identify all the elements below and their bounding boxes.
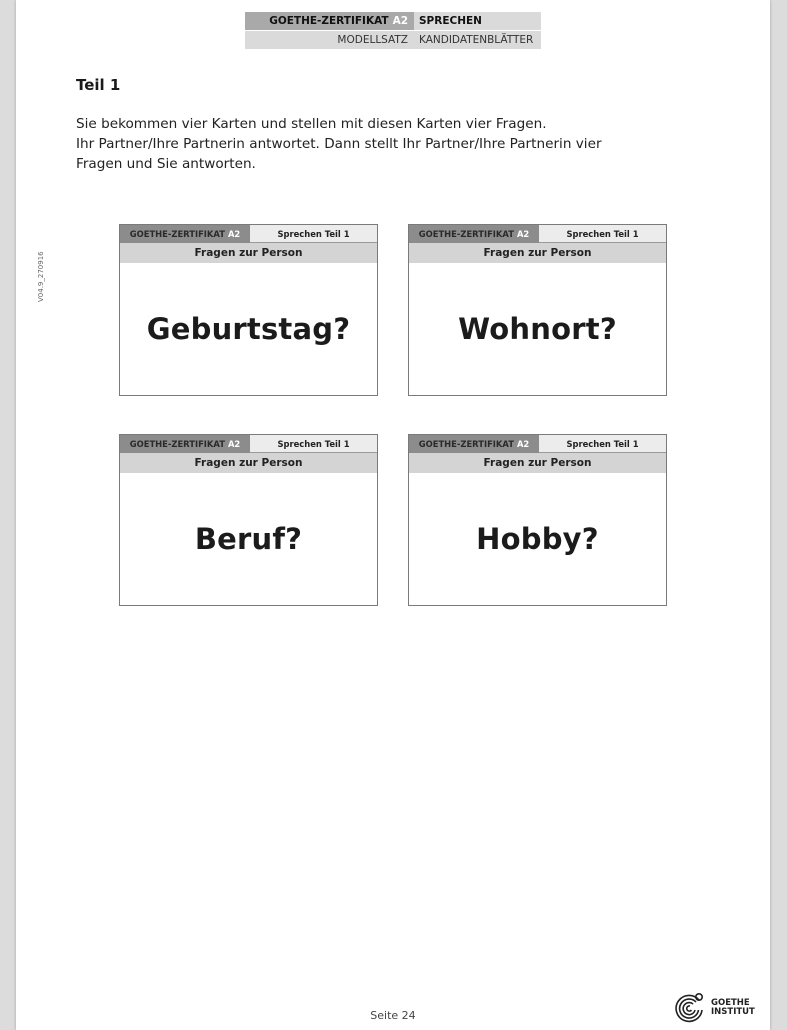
instruction-line: Fragen und Sie antworten. — [76, 156, 256, 172]
card-part: Sprechen Teil 1 — [539, 435, 666, 453]
header-sheet: KANDIDATENBLÄTTER — [414, 31, 541, 49]
card-part: Sprechen Teil 1 — [250, 435, 377, 453]
header-level: A2 — [392, 15, 408, 27]
header-certificate — [245, 12, 414, 30]
card-certificate-label: GOETHE-ZERTIFIKAT — [418, 439, 514, 449]
card-part: Sprechen Teil 1 — [539, 225, 666, 243]
question-card — [408, 434, 667, 606]
card-level: A2 — [227, 229, 241, 239]
goethe-institut-logo — [671, 990, 755, 1026]
logo-line: INSTITUT — [711, 1007, 755, 1017]
card-topic: Fragen zur Person — [409, 243, 666, 263]
logo-text — [711, 999, 755, 1017]
card-level: A2 — [516, 229, 530, 239]
header-certificate-label: GOETHE-ZERTIFIKAT — [269, 15, 389, 27]
card-certificate — [120, 435, 250, 453]
page-number: Seite 24 — [370, 1009, 416, 1022]
question-card — [119, 224, 378, 396]
document-page — [16, 0, 770, 1030]
section-title: Teil 1 — [76, 76, 121, 94]
card-topic: Fragen zur Person — [409, 453, 666, 473]
card-part: Sprechen Teil 1 — [250, 225, 377, 243]
card-certificate — [120, 225, 250, 243]
card-level: A2 — [227, 439, 241, 449]
goethe-institut-logo-icon — [671, 990, 707, 1026]
card-keyword: Geburtstag? — [146, 312, 351, 346]
card-certificate-label: GOETHE-ZERTIFIKAT — [418, 229, 514, 239]
card-keyword: Hobby? — [476, 522, 599, 556]
card-certificate — [409, 225, 539, 243]
card-topic: Fragen zur Person — [120, 243, 377, 263]
card-certificate — [409, 435, 539, 453]
header-set: MODELLSATZ — [245, 31, 414, 49]
card-certificate-label: GOETHE-ZERTIFIKAT — [129, 439, 225, 449]
logo-line: GOETHE — [711, 998, 750, 1008]
question-card — [119, 434, 378, 606]
header-module: SPRECHEN — [414, 12, 541, 30]
card-level: A2 — [516, 439, 530, 449]
instruction-line: Ihr Partner/Ihre Partnerin antwortet. Dann stellt Ihr Partner/Ihre Partnerin vier — [76, 136, 602, 152]
question-card — [408, 224, 667, 396]
exam-header — [245, 12, 541, 49]
card-topic: Fragen zur Person — [120, 453, 377, 473]
instruction-line: Sie bekommen vier Karten und stellen mit diesen Karten vier Fragen. — [76, 116, 547, 132]
instructions — [76, 114, 676, 174]
version-code: V04.9_270916 — [37, 251, 45, 302]
card-keyword: Beruf? — [194, 522, 303, 556]
card-certificate-label: GOETHE-ZERTIFIKAT — [129, 229, 225, 239]
card-keyword: Wohnort? — [458, 312, 617, 346]
